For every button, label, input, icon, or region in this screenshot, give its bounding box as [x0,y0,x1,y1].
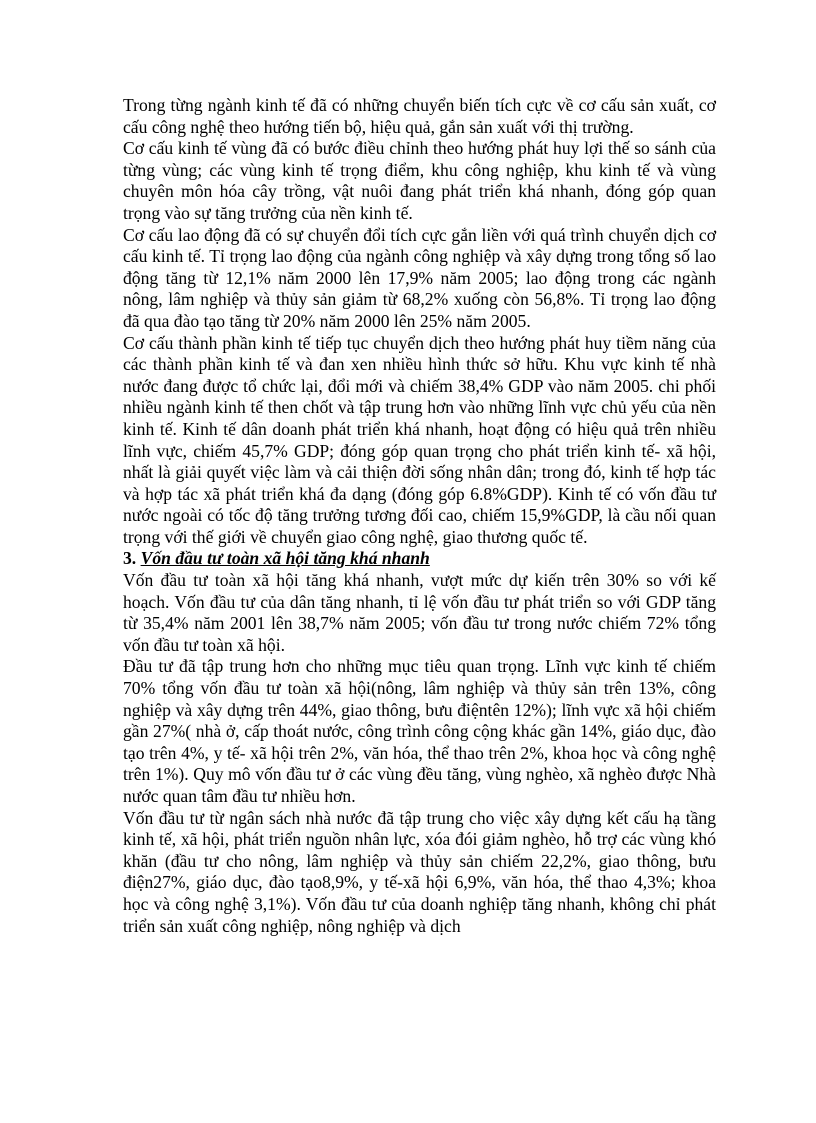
paragraph-ownership-structure: Cơ cấu thành phần kinh tế tiếp tục chuyển dịch theo hướng phát huy tiềm năng của các thành phần kinh tế và đan xen nhiều hình thức sở hữu. Khu vực kinh tế nhà nước đang được tổ chức lại, đổi mới và chiếm 38,4% GDP vào năm 2005. chi phối nhiều ngành kinh tế then chốt và tập trung hơn vào những lĩnh vực chủ yếu của nền kinh tế. Kinh tế dân doanh phát triển khá nhanh, hoạt động có hiệu quả trên nhiều lĩnh vực, chiếm 45,7% GDP; đóng góp quan trọng cho phát triển kinh tế- xã hội, nhất là giải quyết việc làm và cải thiện đời sống nhân dân; trong đó, kinh tế hợp tác và hợp tác xã phát triển khá đa dạng (đóng góp 6.8%GDP). Kinh tế có vốn đầu tư nước ngoài có tốc độ tăng trưởng tương đối cao, chiếm 15,9%GDP, là cầu nối quan trọng với thế giới về chuyển giao công nghệ, giao thương quốc tế. [123,332,716,547]
section-number: 3. [123,548,137,569]
paragraph-sector-structure: Trong từng ngành kinh tế đã có những chuyển biến tích cực về cơ cấu sản xuất, cơ cấu công nghệ theo hướng tiến bộ, hiệu quả, gắn sản xuất với thị trường. [123,95,716,137]
paragraph-investment-growth: Vốn đầu tư toàn xã hội tăng khá nhanh, vượt mức dự kiến trên 30% so với kế hoạch. Vốn đầu tư của dân tăng nhanh, tỉ lệ vốn đầu tư phát triển so với GDP tăng từ 35,4% năm 2001 lên 38,7% năm 2005; vốn đầu tư trong nước chiếm 72% tổng vốn đầu tư toàn xã hội. [123,570,716,655]
paragraph-regional-structure: Cơ cấu kinh tế vùng đã có bước điều chỉnh theo hướng phát huy lợi thế so sánh của từng vùng; các vùng kinh tế trọng điểm, khu công nghiệp, khu kinh tế và vùng chuyên môn hóa cây trồng, vật nuôi đang phát triển khá nhanh, đóng góp quan trọng vào sự tăng trưởng của nền kinh tế. [123,138,716,223]
section-heading [123,548,716,570]
paragraph-state-budget-investment: Vốn đầu tư từ ngân sách nhà nước đã tập trung cho việc xây dựng kết cấu hạ tầng kinh tế, xã hội, phát triển nguồn nhân lực, xóa đói giảm nghèo, hỗ trợ các vùng khó khăn (đầu tư cho nông, lâm nghiệp và thủy sản chiếm 22,2%, giao thông, bưu điện27%, giáo dục, đào tạo8,9%, y tế-xã hội 6,9%, văn hóa, thể thao 4,3%; khoa học và công nghệ 3,1%). Vốn đầu tư của doanh nghiệp tăng nhanh, không chỉ phát triển sản xuất công nghiệp, nông nghiệp và dịch [123,807,716,936]
paragraph-labor-structure: Cơ cấu lao động đã có sự chuyển đổi tích cực gắn liền với quá trình chuyển dịch cơ cấu kinh tế. Tỉ trọng lao động của ngành công nghiệp và xây dựng trong tổng số lao động tăng từ 12,1% năm 2000 lên 17,9% năm 2005; lao động trong các ngành nông, lâm nghiệp và thủy sản giảm từ 68,2% xuống còn 56,8%. Tỉ trọng lao động đã qua đào tạo tăng từ 20% năm 2000 lên 25% năm 2005. [123,224,716,331]
section-title: Vốn đầu tư toàn xã hội tăng khá nhanh [140,548,430,569]
paragraph-investment-focus: Đầu tư đã tập trung hơn cho những mục tiêu quan trọng. Lĩnh vực kinh tế chiếm 70% tổng vốn đầu tư toàn xã hội(nông, lâm nghiệp và thủy sản trên 13%, công nghiệp và xây dựng trên 44%, giao thông, bưu điệntên 12%); lĩnh vực xã hội chiếm gần 27%( nhà ở, cấp thoát nước, công trình công cộng khác gần 14%, giáo dục, đào tạo trên 4%, y tế- xã hội trên 2%, văn hóa, thể thao trên 2%, khoa học và công nghệ trên 1%). Quy mô vốn đầu tư ở các vùng đều tăng, vùng nghèo, xã nghèo được Nhà nước quan tâm đầu tư nhiều hơn. [123,656,716,806]
